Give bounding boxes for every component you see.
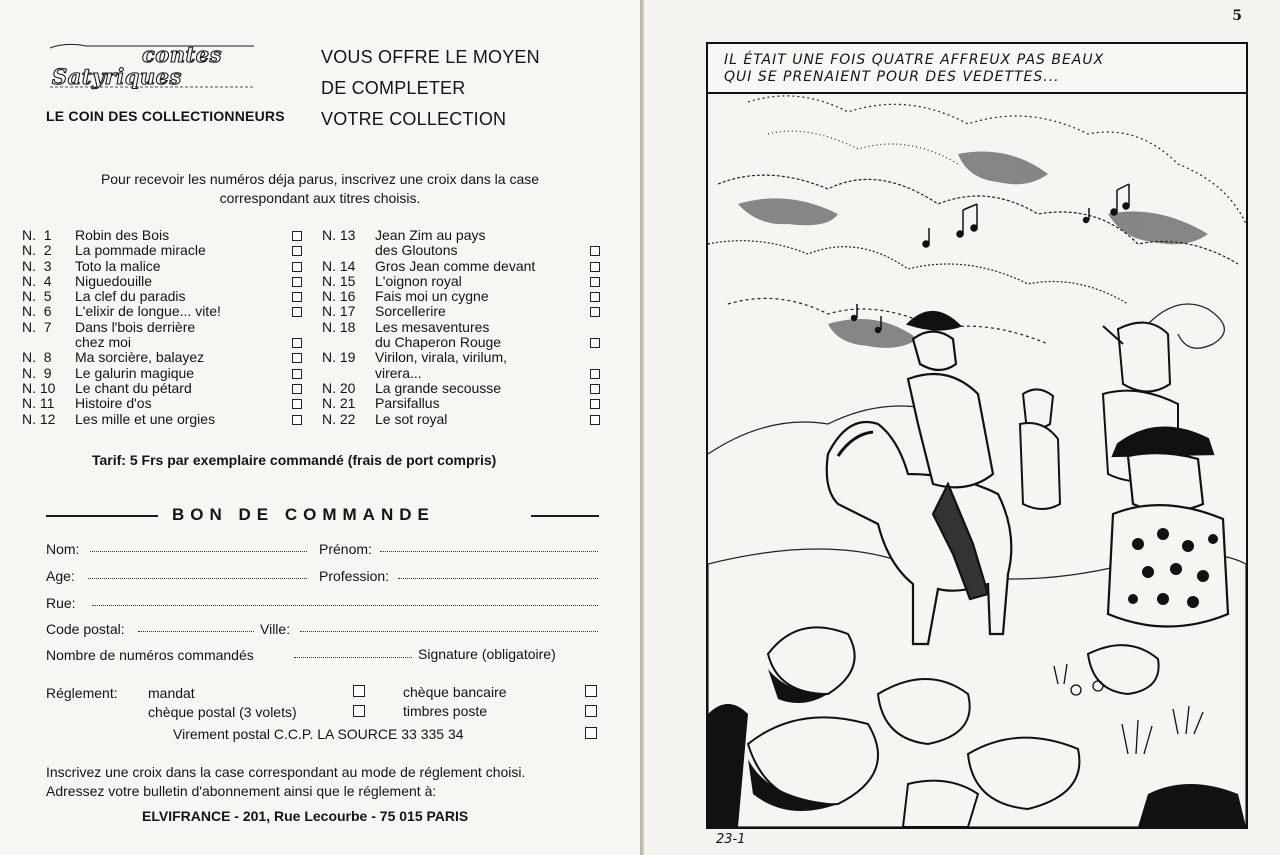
title-row (22, 335, 304, 350)
title-name: La clef du paradis (75, 288, 186, 305)
title-row (322, 289, 602, 304)
timbres-label: timbres poste (403, 703, 488, 719)
title-number: N. 21 (322, 395, 356, 412)
title-row (322, 381, 602, 396)
code-postal-field[interactable] (138, 631, 254, 632)
title-name: La pommade miracle (75, 242, 206, 259)
title-name: virera... (375, 364, 422, 381)
title-checkbox[interactable] (590, 277, 600, 287)
music-notes (852, 184, 1130, 333)
footer-instruction: Adressez votre bulletin d'abonnement ainsi que le réglement à: (46, 783, 437, 799)
title-checkbox[interactable] (292, 338, 302, 348)
title-row (22, 320, 304, 335)
title-number: N. 19 (322, 349, 356, 366)
publisher-address: ELVIFRANCE - 201, Rue Lecourbe - 75 015 PARIS (142, 808, 469, 824)
title-row (22, 228, 304, 243)
title-name: L'elixir de longue... vite! (75, 303, 221, 320)
timbres-checkbox[interactable] (585, 705, 597, 717)
title-name: Niguedouille (75, 272, 153, 289)
title-name: du Chaperon Rouge (375, 334, 502, 351)
prenom-label: Prénom: (319, 541, 372, 557)
profession-field[interactable] (398, 578, 598, 579)
title-name: Histoire d'os (75, 395, 152, 412)
title-checkbox[interactable] (590, 262, 600, 272)
title-checkbox[interactable] (292, 399, 302, 409)
title-name: Dans l'bois derrière (75, 318, 196, 335)
offer-heading (321, 42, 540, 135)
title-row (322, 366, 602, 381)
title-checkbox[interactable] (590, 369, 600, 379)
title-name: Virilon, virala, virilum, (375, 349, 507, 366)
title-name: Ma sorcière, balayez (75, 349, 205, 366)
contes-satyriques-logo (46, 42, 258, 90)
title-number: N. 16 (322, 288, 356, 305)
title-name: Les mille et une orgies (75, 410, 216, 427)
title-checkbox[interactable] (292, 307, 302, 317)
second-rider (1020, 389, 1060, 509)
title-number: N. 14 (322, 257, 356, 274)
hill-line (708, 406, 948, 454)
title-checkbox[interactable] (590, 415, 600, 425)
age-label: Age: (46, 568, 75, 584)
title-name: La grande secousse (375, 379, 502, 396)
offer-line: VOUS OFFRE LE MOYEN (321, 47, 540, 67)
title-row (22, 304, 304, 319)
virement-checkbox[interactable] (585, 727, 597, 739)
title-checkbox[interactable] (590, 246, 600, 256)
offer-line: DE COMPLETER (321, 78, 466, 98)
title-row (322, 259, 602, 274)
title-checkbox[interactable] (292, 415, 302, 425)
title-name: Le chant du pétard (75, 379, 192, 396)
title-number: N. 3 (22, 257, 52, 274)
rue-field[interactable] (92, 605, 598, 606)
title-row (322, 274, 602, 289)
title-number: N. 15 (322, 272, 356, 289)
title-number: N. 10 (22, 379, 56, 396)
signature-label: Signature (obligatoire) (418, 646, 556, 662)
title-checkbox[interactable] (292, 231, 302, 241)
title-number: N. 2 (22, 242, 52, 259)
title-name: Jean Zim au pays (375, 227, 486, 243)
comic-illustration (708, 94, 1246, 827)
title-number: N. 1 (22, 227, 52, 243)
title-row (322, 350, 602, 365)
title-checkbox[interactable] (590, 292, 600, 302)
panel-caption (708, 44, 1246, 94)
title-checkbox[interactable] (292, 246, 302, 256)
heading-rule (531, 515, 599, 517)
title-row (22, 412, 304, 427)
title-number: N. 4 (22, 272, 52, 289)
title-name: Sorcellerire (375, 303, 446, 320)
title-name: Les mesaventures (375, 318, 490, 335)
profession-label: Profession: (319, 568, 390, 584)
title-row (322, 304, 602, 319)
title-row (322, 243, 602, 258)
titles-list-right (322, 228, 602, 427)
code-postal-label: Code postal: (46, 621, 125, 637)
title-number: N. 5 (22, 288, 52, 305)
title-name: chez moi (75, 334, 132, 351)
title-checkbox[interactable] (292, 384, 302, 394)
order-form-title: BON DE COMMANDE (172, 505, 435, 524)
title-checkbox[interactable] (292, 262, 302, 272)
title-checkbox[interactable] (590, 338, 600, 348)
title-number: N. 17 (322, 303, 356, 320)
title-checkbox[interactable] (292, 369, 302, 379)
title-number: N. 18 (322, 318, 356, 335)
virement-label: Virement postal C.C.P. LA SOURCE 33 335 34 (173, 726, 464, 742)
title-name: Robin des Bois (75, 227, 170, 243)
title-row (22, 396, 304, 411)
title-name: Le galurin magique (75, 364, 195, 381)
nombre-label: Nombre de numéros commandés (46, 647, 254, 663)
offer-line: VOTRE COLLECTION (321, 109, 507, 129)
title-name: des Gloutons (375, 242, 458, 259)
title-number: N. 13 (322, 227, 356, 243)
intro-text: correspondant aux titres choisis. (219, 190, 421, 206)
order-form-heading (46, 505, 599, 525)
collector-heading: LE COIN DES COLLECTIONNEURS (46, 108, 285, 124)
mandat-checkbox[interactable] (353, 685, 365, 697)
title-row (322, 412, 602, 427)
caption-line: QUI SE PRENAIENT POUR DES VEDETTES... (724, 69, 1060, 85)
title-row (322, 335, 602, 350)
title-row (22, 350, 304, 365)
title-checkbox[interactable] (292, 277, 302, 287)
title-name: Fais moi un cygne (375, 288, 489, 305)
title-name: L'oignon royal (375, 272, 462, 289)
title-row (22, 366, 304, 381)
mandat-label: mandat (148, 685, 195, 701)
age-field[interactable] (88, 578, 307, 579)
title-checkbox[interactable] (292, 292, 302, 302)
nom-field[interactable] (90, 551, 307, 552)
reglement-label: Réglement: (46, 685, 118, 701)
cheque-postal-label: chèque postal (3 volets) (148, 704, 297, 720)
title-number: N. 11 (22, 395, 55, 412)
title-row (22, 274, 304, 289)
title-checkbox[interactable] (590, 399, 600, 409)
title-row (22, 381, 304, 396)
title-row (322, 228, 602, 243)
title-row (22, 259, 304, 274)
titles-list-left (22, 228, 304, 427)
footer-instruction: Inscrivez une croix dans la case correspondant au mode de réglement choisi. (46, 764, 526, 780)
page-number: 5 (1232, 8, 1242, 24)
title-number: N. 8 (22, 349, 52, 366)
cheque-postal-checkbox[interactable] (353, 705, 365, 717)
title-number: N. 12 (22, 410, 56, 427)
title-name: Gros Jean comme devant (375, 257, 536, 274)
title-row (322, 320, 602, 335)
title-number: N. 6 (22, 303, 52, 320)
title-number: N. 7 (22, 318, 52, 335)
intro-text: Pour recevoir les numéros déja parus, inscrivez une croix dans la case (100, 171, 540, 187)
title-row (22, 243, 304, 258)
nom-label: Nom: (46, 541, 80, 557)
cloud-shading (738, 152, 1208, 348)
title-checkbox[interactable] (590, 384, 600, 394)
title-number: N. 9 (22, 364, 52, 381)
ville-field[interactable] (300, 631, 598, 632)
svg-text:Satyriques: Satyriques (52, 64, 182, 89)
caption-line: IL ÉTAIT UNE FOIS QUATRE AFFREUX PAS BEAUX (724, 52, 1105, 68)
cheque-bancaire-label: chèque bancaire (403, 684, 507, 700)
title-row (22, 289, 304, 304)
tarif-text: Tarif: 5 Frs par exemplaire commandé (frais de port compris) (92, 452, 497, 468)
ville-label: Ville: (260, 621, 291, 637)
prenom-field[interactable] (380, 551, 598, 552)
nombre-field[interactable] (294, 657, 412, 658)
title-checkbox[interactable] (292, 353, 302, 363)
rue-label: Rue: (46, 595, 76, 611)
title-number: N. 22 (322, 410, 356, 427)
title-number: N. 20 (322, 379, 356, 396)
heading-rule (46, 515, 158, 517)
comic-panel (706, 42, 1248, 829)
cheque-bancaire-checkbox[interactable] (585, 685, 597, 697)
title-row (322, 396, 602, 411)
title-name: Le sot royal (375, 410, 448, 427)
title-checkbox[interactable] (590, 307, 600, 317)
title-name: Toto la malice (75, 257, 161, 274)
title-name: Parsifallus (375, 395, 440, 412)
svg-text:contes: contes (142, 42, 222, 67)
artist-mark: 23-1 (716, 832, 746, 847)
